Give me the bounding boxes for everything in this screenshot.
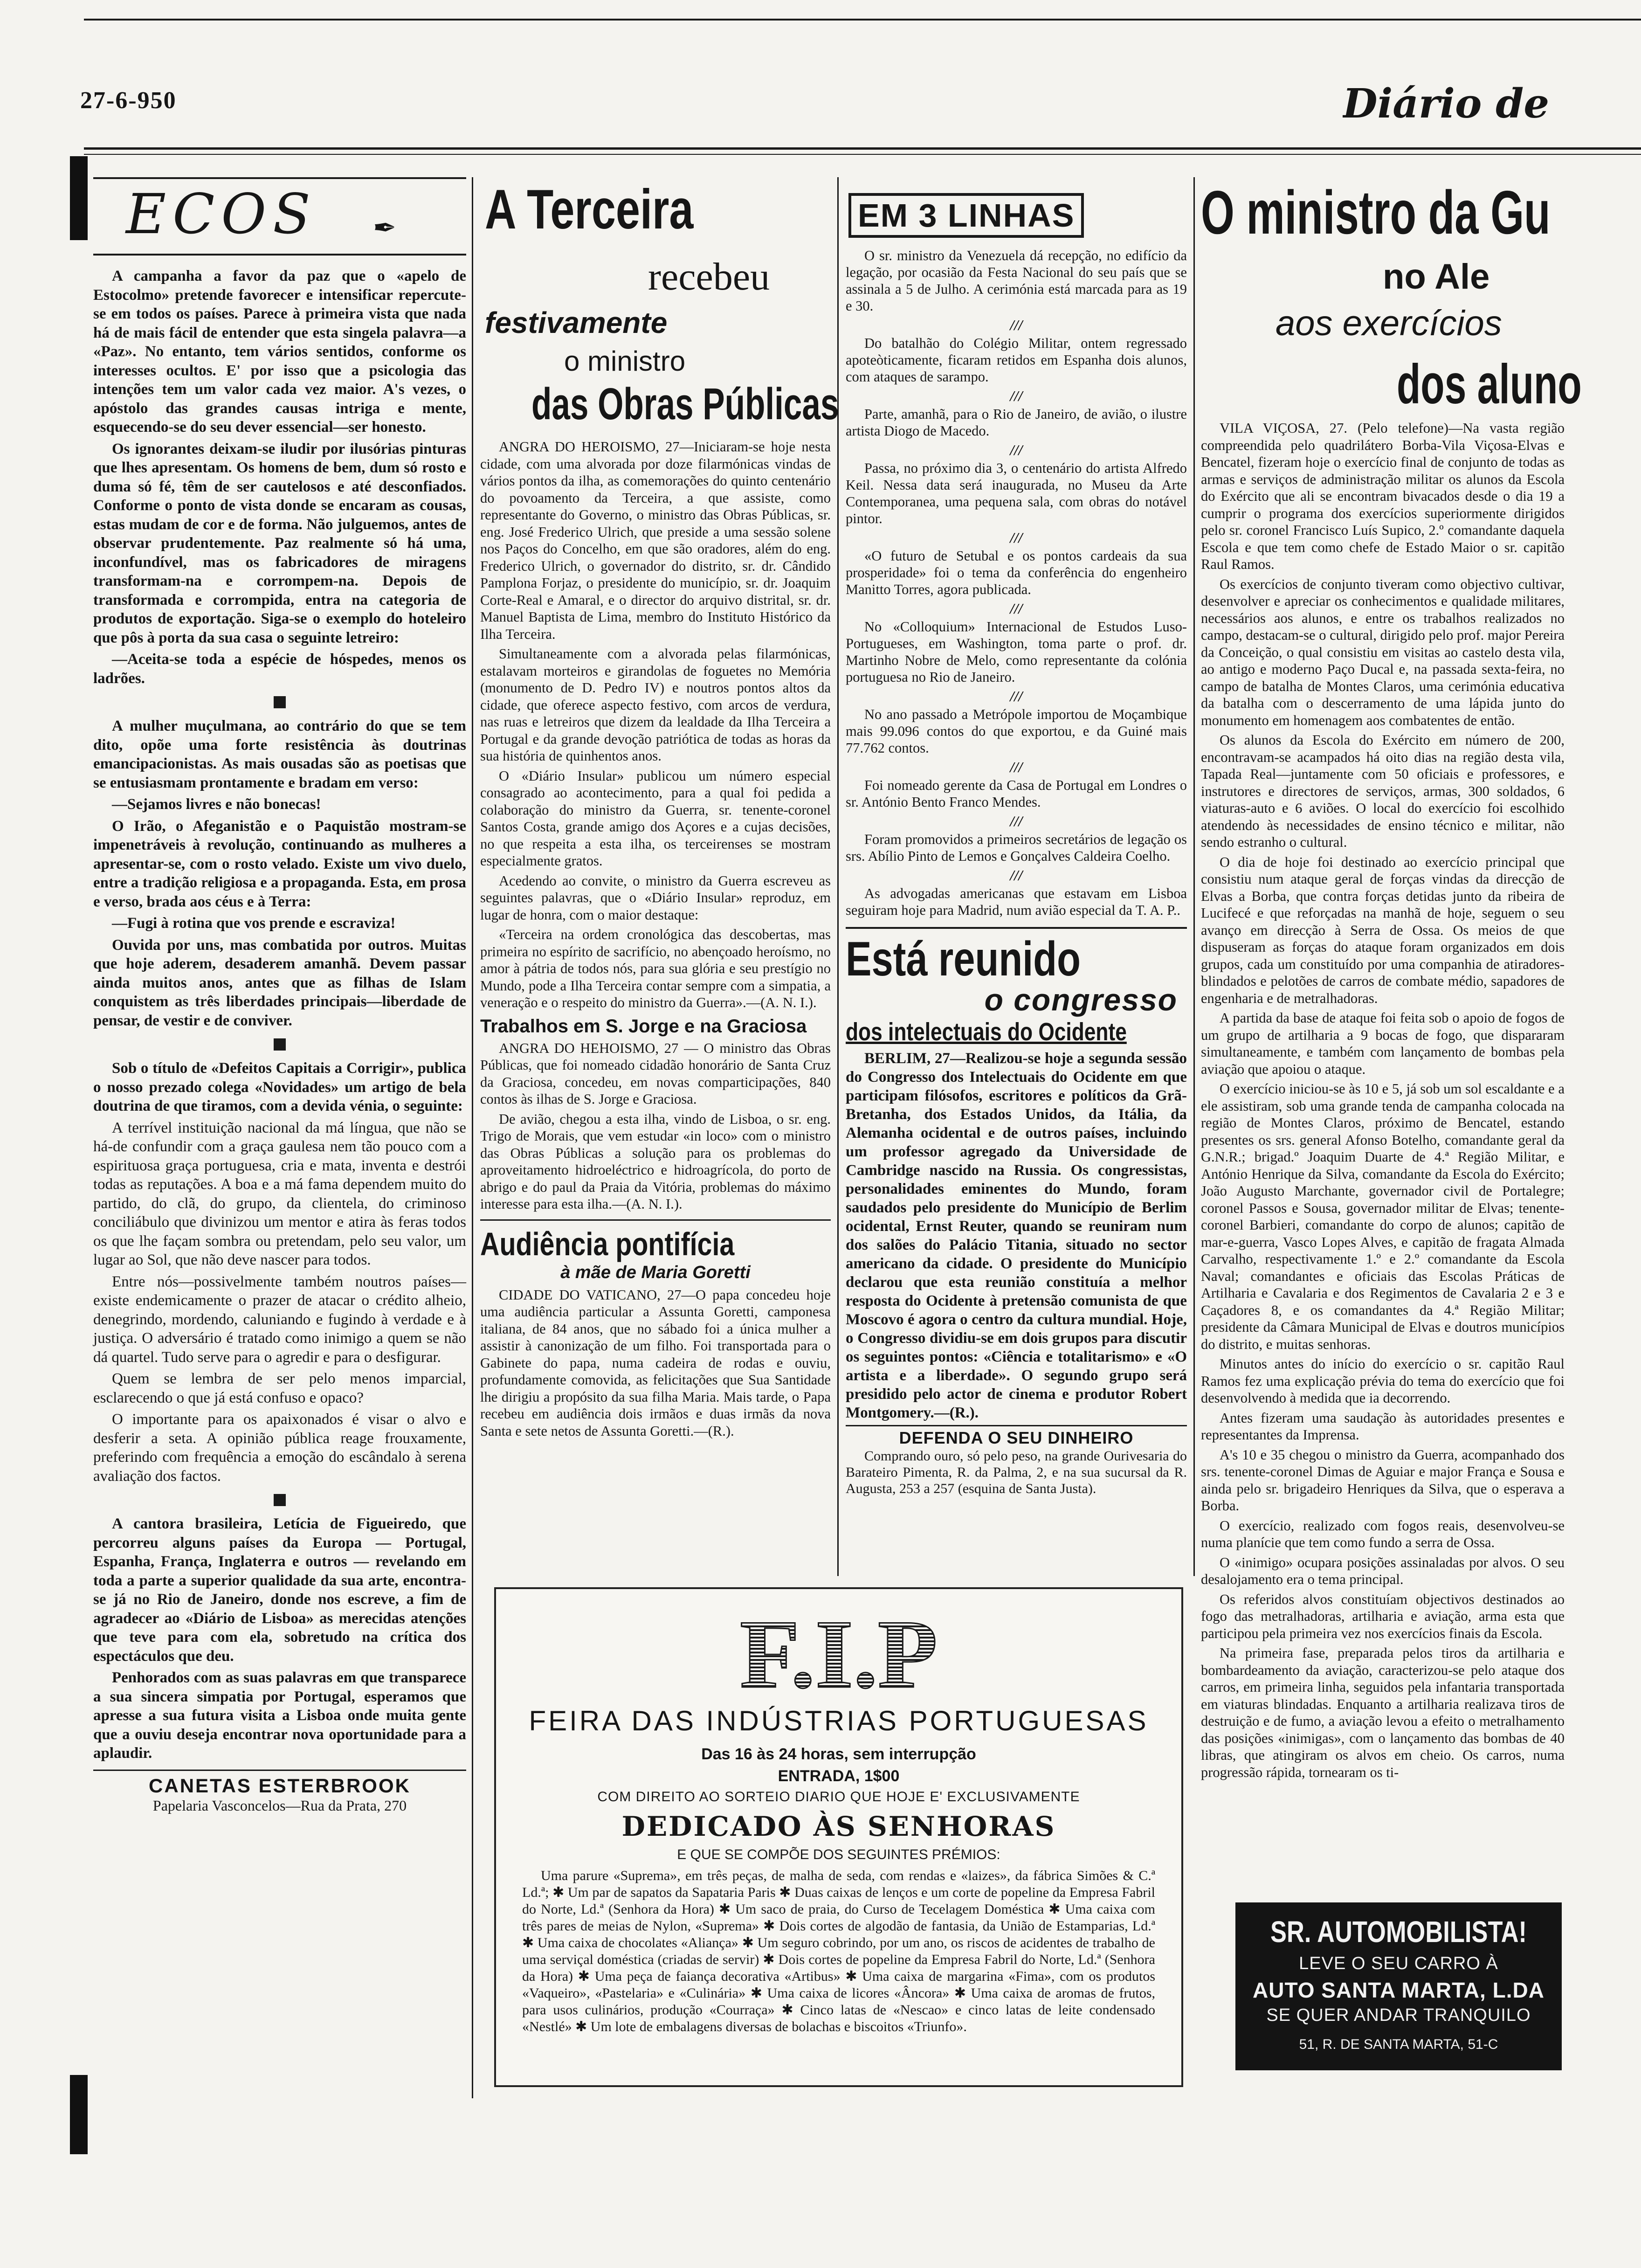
auto-ad-line3: AUTO SANTA MARTA, L.DA bbox=[1253, 1978, 1544, 2002]
em3linhas-title: EM 3 LINHAS bbox=[848, 193, 1084, 238]
em3linhas-item: Foram promovidos a primeiros secretários de legação os srs. Abílio Pinto de Lemos e Gonçalves Caldeira Coelho. bbox=[846, 831, 1187, 864]
fip-title: FEIRA DAS INDÚSTRIAS PORTUGUESAS bbox=[529, 1705, 1149, 1736]
audiencia-headline: Audiência pontifícia bbox=[480, 1225, 735, 1262]
ecos-body-quote bbox=[93, 1119, 466, 1486]
fip-entry: ENTRADA, 1$00 bbox=[778, 1767, 900, 1785]
ecos-column bbox=[93, 177, 466, 1814]
em3linhas-item: «O futuro de Setubal e os pontos cardeais da sua prosperidade» foi o tema da conferência do engenheiro Manitto Torres, agora publicada. bbox=[846, 548, 1187, 597]
ministro-paragraph: A's 10 e 35 chegou o ministro da Guerra, acompanhado dos srs. tenente-coronel Dimas de Aguiar e major França e Sousa e ainda pelo sr. brigadeiro Henriques da Silva, que o esperava a Borba. bbox=[1201, 1446, 1565, 1514]
section-separator bbox=[274, 696, 286, 708]
ministro-paragraph: Na primeira fase, preparada pelos tiros da artilharia e bombardeamento da aviação, caracterizou-se pelo ataque dos carros, em primeira linha, seguidos pela infantaria transportada em viaturas blindadas. Enquanto a artilharia realizava tiros de destruição e de fumo, a aviação levou a efeito o metralhamento das posições «inimigas», com o lançamento das bombas de 40 libras, que atingiram os alvos em cheio. Os carros, numa progressão rápida, tornearam os ti- bbox=[1201, 1645, 1565, 1780]
ecos-paragraph: Sob o título de «Defeitos Capitais a Corrigir», publica o nosso prezado colega «Novidades» um artigo de bela doutrina de que tiramos, com a devida vénia, o seguinte: bbox=[93, 1060, 466, 1114]
esterbrook-address: Papelaria Vasconcelos—Rua da Prata, 270 bbox=[152, 1797, 407, 1814]
congresso-body bbox=[846, 1049, 1187, 1422]
ecos-title: ECOS bbox=[126, 182, 317, 246]
auto-ad-line5: 51, R. DE SANTA MARTA, 51-C bbox=[1299, 2037, 1498, 2052]
terceira-h2: recebeu bbox=[648, 255, 770, 298]
auto-santa-marta-ad bbox=[1235, 1902, 1562, 2070]
ministro-column bbox=[1201, 177, 1641, 1784]
ecos-header bbox=[93, 177, 466, 256]
column-rule-3 bbox=[1193, 177, 1195, 1576]
ecos-body bbox=[93, 267, 466, 1116]
ministro-h1: O ministro da Gu bbox=[1201, 178, 1551, 247]
ecos-paragraph: A campanha a favor da paz que o «apelo de Estocolmo» pretende favorecer e intensificar repercute-se em todos os países. Parece à primeira vista que nada há de mais fácil de entender que esta singela palavra—a «Paz». No entanto, tem vários sentidos, conforme os interesses ocultos. E' por isso que a psicologia das intenções tem um valor cada vez maior. A's vezes, o apóstolo das grandes causas intriga e mente, esquecendo-se do seu dever essencial—ser honesto. bbox=[93, 268, 466, 436]
ministro-paragraph: VILA VIÇOSA, 27. (Pelo telefone)—Na vasta região compreendida pelo quadrilátero Borba-Vila Viçosa-Elvas e Bencatel, fizeram hoje o exercício final de conjunto de todas as armas e serviços de administração militar os alunos da Escola do Exército que ali se encontram bivacados desde o dia 19 a cumprir o programa dos exercícios superiormente dirigidos pelo sr. coronel Francisco Luís Supico, 2.º comandante daquela Escola e que tem como chefe de Estado Maior o sr. capitão Raul Ramos. bbox=[1201, 420, 1565, 572]
terceira-paragraph: «Terceira na ordem cronológica das descobertas, mas primeira no espírito de sacrifício, no abençoado heroísmo, no amor à pátria de todos nós, para sua glória e seu prestígio no Mundo, pode a Ilha Terceira contar sempre com a simpatia, a veneração e o respeito do ministro da Guerra».—(A. N. I.). bbox=[480, 927, 831, 1010]
margin-bar-top bbox=[70, 156, 88, 240]
ministro-paragraph: Os alunos da Escola do Exército em número de 200, encontravam-se acampados há oito dias na região desta vila, Tapada Real—juntamente com 50 oficiais e professores, e instrutores e directores de serviços, armas, 300 soldados, 6 viaturas-auto e 6 aviões. O local do exercício foi escolhido atendendo às necessidades de ensino técnico e militar, não sendo estranho o cultural. bbox=[1201, 732, 1565, 850]
graciosa-paragraph: De avião, chegou a esta ilha, vindo de Lisboa, o sr. eng. Trigo de Morais, que vem estudar «in loco» com o ministro das Obras Públicas a solução para os problemas do aproveitamento hidroeléctrico e hidroagrícola, do porto de abrigo e do paul da Praia da Vitória, problemas do máximo interesse para esta ilha.—(A. N. I.). bbox=[480, 1111, 831, 1212]
ecos-paragraph: Quem se lembra de ser pelo menos imparcial, esclarecendo o que já está confuso e opaco? bbox=[93, 1370, 466, 1406]
ecos-paragraph: —Aceita-se toda a espécie de hóspedes, menos os ladrões. bbox=[93, 651, 466, 687]
item-separator: /// bbox=[1010, 867, 1023, 884]
margin-bar-bottom bbox=[70, 2075, 88, 2154]
auto-ad-line1: SR. AUTOMOBILISTA! bbox=[1270, 1915, 1527, 1949]
ecos-paragraph: A mulher muçulmana, ao contrário do que se tem dito, opõe uma forte resistência às doutrinas emancipacionistas. As mais ousadas são as poetisas que se entusiasmam prontamente e bradam em verso: bbox=[93, 718, 466, 791]
terceira-h4: o ministro bbox=[564, 346, 686, 377]
item-separator: /// bbox=[1010, 759, 1023, 775]
fip-dedicated: DEDICADO ÀS SENHORAS bbox=[621, 1811, 1056, 1842]
terceira-h5: das Obras Públicas bbox=[531, 379, 839, 429]
ecos-paragraph: Ouvida por uns, mas combatida por outros. Muitas que hoje aderem, desaderem amanhã. Devem passar ainda muitos anos, antes que as filhas de Islam conquistem as três liberdades principais—liberdade de pensar, de vestir e de conviver. bbox=[93, 936, 466, 1029]
congresso-paragraph: BERLIM, 27—Realizou-se hoje a segunda sessão do Congresso dos Intelectuais do Ocidente em que participam filósofos, escritores e políticos da Grã-Bretanha, dos Estados Unidos, da Itália, da Alemanha ocidental e de outros países, incluindo um professor agregado da Universidade de Cambridge nascido na Russia. Os congressistas, personalidades eminentes do Mundo, foram saudados pelo presidente do Município de Berlim ocidental, Ernst Reuter, quando se reuniram num dos salões do Palácio Titania, situado no sector americano da cidade. O presidente do Município declarou que esta reunião constituía a melhor resposta do Ocidente à pretensão comunista de que Moscovo é agora o centro da cultura mundial. Hoje, o Congresso dividiu-se em dois grupos para discutir os seguintes pontos: «Ciência e totalitarismo» e «O artista e a liberdade». O segundo grupo será presidido pelo actor de cinema e produtor Robert Montgomery.—(R.). bbox=[846, 1050, 1187, 1421]
em3linhas-list bbox=[846, 247, 1187, 919]
ministro-paragraph: Os exercícios de conjunto tiveram como objectivo cultivar, desenvolver e apreciar os conhecimentos e qualidade militares, necessários aos alunos, e entre os trabalhos realizados no campo, destacam-se o cultural, dirigido pelo prof. major Pereira da Conceição, o qual consistiu em visitas ao castelo desta vila, ao antigo e moderno Paço Ducal e, na passada sexta-feira, no campo de batalha de Montes Claros, uma cerimónia educativa da batalha com o descerramento de uma lápida junto do monumento em homenagem aos combatentes de então. bbox=[1201, 576, 1565, 728]
terceira-h3: festivamente bbox=[485, 306, 668, 339]
audiencia-block bbox=[480, 1219, 831, 1440]
item-separator: /// bbox=[1010, 529, 1023, 546]
audiencia-body bbox=[480, 1286, 831, 1440]
terceira-paragraph: Simultaneamente com a alvorada pelas filarmónicas, estalavam morteiros e girandolas de foguetes no Memória (monumento de D. Pedro IV) e noutros pontos altos da cidade, que oferece aspecto festivo, com arcos de verdura, nas ruas e letreiros que dizem da lealdade da Ilha Terceira a Portugal e da grande devoção patriótica de todas as horas da sua história de quinhentos anos. bbox=[480, 646, 831, 764]
em3linhas-item: Foi nomeado gerente da Casa de Portugal em Londres o sr. António Bento Franco Mendes. bbox=[846, 777, 1187, 810]
terceira-body bbox=[480, 438, 831, 1011]
ecos-paragraph: Entre nós—possivelmente também noutros países—existe endemicamente o prazer de atacar o crédito alheio, denegrindo, mordendo, caluniando e fugindo à verdade e à justiça. O adversário é tratado como inimigo a quem se não dá quartel. Tudo serve para o agredir e para o desfigurar. bbox=[93, 1273, 466, 1366]
ministro-paragraph: A partida da base de ataque foi feita sob o apoio de fogos de um grupo de artilharia a 9 bocas de fogo, que dispararam simultaneamente, e também com lançamento de bombas pela aviação que apoiou o ataque. bbox=[1201, 1010, 1565, 1077]
auto-ad-line2: LEVE O SEU CARRO À bbox=[1299, 1954, 1498, 1973]
ministro-h2: no Ale bbox=[1383, 257, 1490, 297]
fip-prizes-text: Uma parure «Suprema», em três peças, de malha de seda, com rendas e «laizes», da fábrica Simões & C.ª Ld.ª; ✱ Um par de sapatos da Sapataria Paris ✱ Duas caixas de lenços e um corte de popeline da Empresa Fabril do Norte, Ld.ª (Senhora da Hora) ✱ Um saco de praia, do Curso de Tecelagem Doméstica ✱ Uma caixa com três pares de meias de Nylon, «Suprema» ✱ Dois cortes de algodão de fantasia, da União de Estamparias, Ld.ª ✱ Uma caixa de chocolates «Aliança» ✱ Um seguro cobrindo, por um ano, os riscos de acidentes de trabalho de uma serviçal doméstica (criadas de servir) ✱ Dois cortes de popeline da Empresa Fabril do Norte, Ld.ª (Senhora da Hora) ✱ Uma peça de faiança decorativa «Artibus» ✱ Uma caixa de margarina «Fima», com os produtos «Vaqueiro», «Pastelaria» e «Culinária» ✱ Uma caixa de licores «Âncora» ✱ Uma caixa de aromas de frutos, para usos culinários, produção «Courraça» ✱ Cinco latas de «Nescao» e cinco latas de leite condensado «Nestlé» ✱ Um lote de embalagens diversas de bolachas e biscoitos «Triunfo». bbox=[522, 1868, 1155, 2034]
ecos-paragraph: O Irão, o Afeganistão e o Paquistão mostram-se impenetráveis à revolução, continuando as mulheres a apresentar-se, com o rosto velado. Existe um vivo duelo, entre a tradição religiosa e a propaganda. Esta, em prosa e verso, brada aos céus e à Terra: bbox=[93, 817, 466, 910]
item-separator: /// bbox=[1010, 813, 1023, 830]
ecos-paragraph: A cantora brasileira, Letícia de Figueiredo, que percorreu alguns países da Europa — Portugal, Espanha, França, Inglaterra e outros — revelando em toda a parte a superior qualidade da sua arte, encontra-se já no Rio de Janeiro, donde nos escreve, a fim de agradecer ao «Diário de Lisboa» as merecidas atenções que teve para com ela, sobretudo na crítica dos espectáculos que deu. bbox=[93, 1515, 466, 1665]
item-separator: /// bbox=[1010, 387, 1023, 404]
terceira-h1: A Terceira bbox=[485, 178, 694, 241]
section-separator bbox=[274, 1494, 286, 1506]
em3linhas-column bbox=[846, 187, 1187, 1500]
masthead: Diário de bbox=[1343, 80, 1550, 127]
ecos-paragraph: Os ignorantes deixam-se iludir por ilusórias pinturas que lhes apresentam. Os homens de bem, dum só rosto e duma só fé, têm de ser cautelosos e até desconfiados. Conforme o ponto de vista donde se encaram as cousas, estas mudam de cor e de forma. Não julguemos, antes de observar prudentemente. Paz realmente só há uma, inconfundível, mas os fabricadores de miragens transformam-na e corrompem-na. Depois de transformada e corrompida, entra na categoria de produtos de exportação. Siga-se o exemplo do hoteleiro que pôs à porta da sua casa o seguinte letreiro: bbox=[93, 440, 466, 646]
em3linhas-item: Do batalhão do Colégio Militar, ontem regressado apoteòticamente, ficaram retidos em Espanha dois alunos, com ataques de sarampo. bbox=[846, 335, 1187, 385]
ministro-paragraph: Os referidos alvos constituíam objectivos destinados ao fogo das metralhadoras, artilharia e aviação, arma esta que participou pela primeira vez nos exercícios finais da Escola. bbox=[1201, 1591, 1565, 1641]
ministro-paragraph: O exercício, realizado com fogos reais, desenvolveu-se numa planície que tem como fundo a serra de Ossa. bbox=[1201, 1517, 1565, 1550]
ministro-body bbox=[1201, 420, 1565, 1781]
ecos-paragraph: Penhorados com as suas palavras em que transparece a sua sincera simpatia por Portugal, esperamos que apresse a sua futura visita a Lisboa onde muita gente que a ouviu deseja encontrar nova oportunidade para a aplaudir. bbox=[93, 1669, 466, 1762]
em3linhas-item: No ano passado a Metrópole importou de Moçambique mais 99.096 contos do que exportou, e da Guiné mais 77.762 contos. bbox=[846, 706, 1187, 756]
ministro-headline bbox=[1201, 177, 1641, 420]
em3linhas-item: No «Colloquium» Internacional de Estudos Luso-Portugueses, em Washington, toma parte o prof. dr. Martinho Nobre de Melo, como representante da colónia portuguesa no Rio de Janeiro. bbox=[846, 619, 1187, 685]
item-separator: /// bbox=[1010, 688, 1023, 705]
fip-prizes-intro: E QUE SE COMPÕE DOS SEGUINTES PRÉMIOS: bbox=[677, 1847, 1000, 1862]
ecos-paragraph: O importante para os apaixonados é visar o alvo e desferir a seta. A opinião pública reage frouxamente, preferindo com frequência a emoção do escândalo à serena avaliação dos factos. bbox=[93, 1411, 466, 1485]
em3linhas-item: As advogadas americanas que estavam em Lisboa seguiram hoje para Madrid, num avião especial da T. A. P.. bbox=[846, 885, 1187, 918]
ecos-paragraph: A terrível instituição nacional da má língua, que não se há-de confundir com a graça gaulesa nem tão pouco com a espirituosa graça portuguesa, cria e mata, inventa e destrói todas as reputações. A boa e a má fama dependem muito do partido, do clã, do grupo, da clientela, do criminoso conciliábulo que divinizou um mentor e atira às feras todos os que lhe façam sombra ou pretendam, pelo seu valor, um lugar ao Sol, que não deve nascer para todos. bbox=[93, 1119, 466, 1268]
terceira-headline bbox=[480, 177, 839, 438]
fip-hours: Das 16 às 24 horas, sem interrupção bbox=[701, 1745, 976, 1763]
auto-ad-line4: SE QUER ANDAR TRANQUILO bbox=[1266, 2005, 1531, 2025]
ministro-paragraph: Antes fizeram uma saudação às autoridades presentes e representantes da Imprensa. bbox=[1201, 1410, 1565, 1443]
fip-logo-stripes bbox=[708, 1603, 969, 1696]
header-rule bbox=[84, 147, 1641, 150]
em3linhas-item: Passa, no próximo dia 3, o centenário do artista Alfredo Keil. Nessa data será inaugurada, no Museu da Arte Contemporanea, uma pequena sala, com obras do notável pintor. bbox=[846, 460, 1187, 526]
fip-lottery: COM DIREITO AO SORTEIO DIARIO QUE HOJE E' EXCLUSIVAMENTE bbox=[597, 1789, 1080, 1805]
fip-logo-wrap bbox=[496, 1603, 1181, 1696]
defenda-text bbox=[846, 1448, 1187, 1497]
congresso-h3: dos intelectuais do Ocidente bbox=[846, 1018, 1127, 1046]
esterbrook-ad bbox=[93, 1770, 466, 1814]
ministro-paragraph: O exercício iniciou-se às 10 e 5, já sob um sol escaldante e a ele assistiram, sob uma grande tenda de campanha colocada na região de Montes Claros, próximo de Bencatel, estando presentes os srs. general Afonso Botelho, comandante geral da G.N.R.; brigad.º Joaquim Duarte de 4.ª Região Militar, e António Henrique da Silva, comandante da Escola do Exército; João Augusto Marchante, governador civil de Portalegre; coronel Passos e Sousa, governador militar de Elvas; tenente-coronel Barbieri, comandante do corpo de alunos; capitão de mar-e-guerra, Vasco Lopes Alves, e capitão de fragata Almada Carvalho, respectivamente 1.º e 2.º comandante da Escola Naval; comandantes e oficiais das Escolas Práticas de Artilharia e Cavalaria e dos Regimentos de Cavalaria 2 e 3 e Caçadores 8, e os comandantes da 4.ª Região Militar; presidente da Câmara Municipal de Elvas e doutros municípios do distrito, e muitas senhoras. bbox=[1201, 1081, 1565, 1352]
terceira-paragraph: ANGRA DO HEROISMO, 27—Iniciaram-se hoje nesta cidade, com uma alvorada por doze filarmónicas vindas de vários pontos da ilha, as comemorações do quinto centenário do povoamento da Terceira, a que assiste, como representante do Governo, o ministro das Obras Públicas, sr. eng. José Frederico Ulrich, que preside a uma sessão solene nos Paços do Concelho, em que são oradores, além do eng. Frederico Ulrich, o governador do distrito, sr. dr. Cândido Pamplona Forjaz, o presidente do município, sr. dr. Joaquim Corte-Real e Amaral, e o director do arquivo distrital, sr. dr. Manuel Baptista de Lima, membro do Instituto Histórico da Ilha Terceira. bbox=[480, 439, 831, 642]
defenda-title: DEFENDA O SEU DINHEIRO bbox=[899, 1428, 1134, 1447]
fip-ad bbox=[494, 1587, 1183, 2087]
section-separator bbox=[274, 1038, 286, 1051]
header-rule-thin bbox=[84, 154, 1641, 155]
em3linhas-item: Parte, amanhã, para o Rio de Janeiro, de avião, o ilustre artista Diogo de Macedo. bbox=[846, 406, 1187, 439]
page-date: 27-6-950 bbox=[80, 87, 177, 114]
audiencia-subhead: à mãe de Maria Goretti bbox=[560, 1262, 751, 1282]
ministro-paragraph: O dia de hoje foi destinado ao exercício principal que consistiu num ataque geral de forças vindas da direcção de Elvas a Borba, que contra forças detidas junto da ribeira de Lucifecé e que reforçadas na manhã de hoje, seguem o seu avanço em direcção à Serra de Ossa. Os meios de que dispuseram as forças do ataque foram organizados em dois grupos, cada um constituído por uma companhia de atiradores-blindados e pelotões de carros de combate médio, sapadores de engenharia e de metralhadoras. bbox=[1201, 854, 1565, 1006]
defenda-ad bbox=[846, 1425, 1187, 1497]
item-separator: /// bbox=[1010, 317, 1023, 333]
top-rule bbox=[84, 19, 1641, 21]
congresso-block bbox=[846, 927, 1187, 1422]
congresso-h2: o congresso bbox=[984, 982, 1178, 1017]
esterbrook-title: CANETAS ESTERBROOK bbox=[149, 1774, 411, 1797]
item-separator: /// bbox=[1010, 600, 1023, 617]
terceira-paragraph: Acedendo ao convite, o ministro da Guerra escreveu as seguintes palavras, que o «Diário Insular» reproduz, em lugar de honra, com o maior destaque: bbox=[480, 872, 831, 923]
graciosa-body bbox=[480, 1040, 831, 1213]
ministro-paragraph: O «inimigo» ocupara posições assinaladas por alvos. O seu desalojamento era o tema principal. bbox=[1201, 1554, 1565, 1587]
em3linhas-item: O sr. ministro da Venezuela dá recepção, no edifício da legação, por ocasião da Festa Nacional do seu país que se assinala a 5 de Julho. A cerimónia está marcada para as 19 e 30. bbox=[846, 248, 1187, 314]
quill-icon: ✒ bbox=[373, 213, 397, 243]
item-separator: /// bbox=[1010, 442, 1023, 458]
defenda-paragraph: Comprando ouro, só pelo peso, na grande Ourivesaria do Barateiro Pimenta, R. da Palma, 2, e na sua sucursal da R. Augusta, 253 a 257 (esquina de Santa Justa). bbox=[846, 1448, 1187, 1496]
ministro-paragraph: Minutos antes do início do exercício o sr. capitão Raul Ramos fez uma explicação prévia do tema do exercício que foi desenvolvendo à medida que ia decorrendo. bbox=[1201, 1356, 1565, 1406]
terceira-paragraph: O «Diário Insular» publicou um número especial consagrado ao acontecimento, para a qual foi pedida a colaboração do ministro da Guerra, sr. tenente-coronel Santos Costa, grande amigo dos Açores e a cujas decisões, no que respeita a esta ilha, os terceirenses se mostram especialmente gratos. bbox=[480, 768, 831, 869]
em3linhas-header bbox=[846, 187, 1187, 247]
column-rule-1 bbox=[472, 177, 473, 2098]
ecos-paragraph: —Fugi à rotina que vos prende e escraviza! bbox=[112, 915, 396, 932]
audiencia-paragraph: CIDADE DO VATICANO, 27—O papa concedeu hoje uma audiência particular a Assunta Goretti, camponesa italiana, de 84 anos, que no sábado foi a única mulher a assistir à canonização de um filho. Foi transportada para o Gabinete do papa, numa cadeira de rodas e ouviu, profundamente comovida, as felicitações que Sua Santidade lhe dirigiu a propósito da sua filha Maria. Mais tarde, o Papa recebeu em audiência dois irmãos e duas irmãs da nova Santa e sete netos de Assunta Goretti.—(R.). bbox=[480, 1286, 831, 1439]
ministro-h3: aos exercícios bbox=[1276, 304, 1502, 343]
congresso-h1: Está reunido bbox=[846, 932, 1081, 986]
graciosa-paragraph: ANGRA DO HEHOISMO, 27 — O ministro das Obras Públicas, que foi nomeado cidadão honorário de Santa Cruz da Graciosa, concedeu, em novas comparticipações, 840 contos às ilhas de S. Jorge e Graciosa. bbox=[480, 1040, 831, 1107]
ministro-h4: dos aluno bbox=[1397, 353, 1582, 415]
ecos-paragraph: —Sejamos livres e não bonecas! bbox=[112, 796, 321, 813]
graciosa-subhead: Trabalhos em S. Jorge e na Graciosa bbox=[480, 1016, 807, 1037]
ecos-body-2 bbox=[93, 1514, 466, 1763]
fip-logo: F.I.P bbox=[740, 1603, 938, 1696]
terceira-column bbox=[480, 177, 839, 1442]
fip-prizes bbox=[522, 1867, 1155, 2035]
